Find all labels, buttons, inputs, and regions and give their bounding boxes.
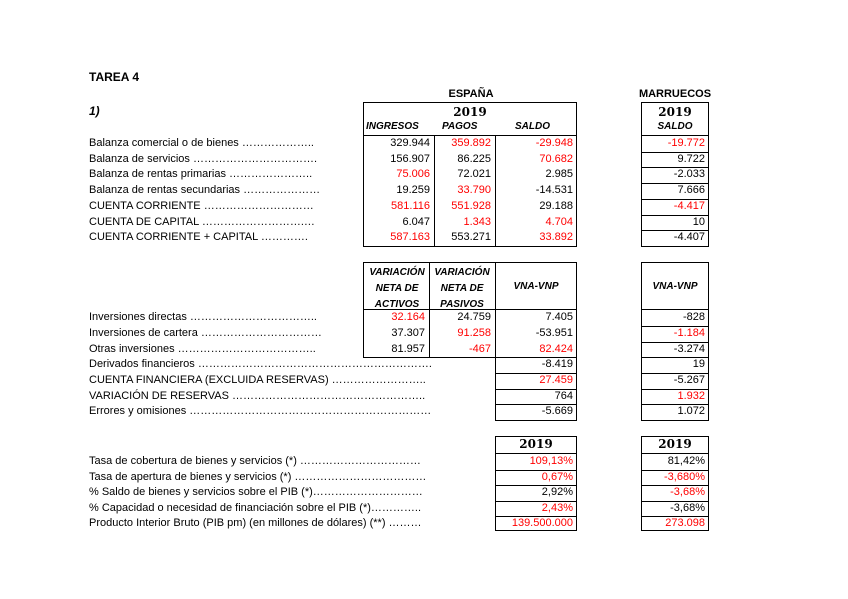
morocco-col-header-vna-vnp: VNA-VNP bbox=[652, 281, 698, 292]
cell-ratio-spain: 0,67% bbox=[541, 471, 573, 483]
cell-morocco-saldo: 10 bbox=[692, 216, 705, 228]
cell-vna-vnp: -5.669 bbox=[541, 405, 573, 417]
cell-activos: 32.164 bbox=[391, 311, 425, 323]
cell-ingresos: 329.944 bbox=[390, 137, 430, 149]
ratio-label: % Capacidad o necesidad de financiación sobre el PIB (*)………….. bbox=[89, 502, 422, 514]
cell-morocco-saldo: -4.407 bbox=[673, 231, 705, 243]
col-header-activos: VARIACIÓN NETA DE ACTIVOS bbox=[369, 267, 425, 310]
cell-morocco-saldo: 9.722 bbox=[677, 153, 705, 165]
cell-ingresos: 587.163 bbox=[390, 231, 430, 243]
row-label: CUENTA CORRIENTE ………………………… bbox=[89, 200, 314, 212]
cell-saldo: -29.948 bbox=[535, 137, 573, 149]
cell-morocco-vna-vnp: -828 bbox=[682, 311, 705, 323]
cell-ingresos: 19.259 bbox=[396, 184, 430, 196]
cell-pasivos: 91.258 bbox=[457, 327, 491, 339]
row-label: CUENTA DE CAPITAL ……………………….… bbox=[89, 216, 315, 228]
cell-pasivos: 24.759 bbox=[457, 311, 491, 323]
cell-morocco-saldo: -2.033 bbox=[673, 168, 705, 180]
row-label: Balanza de rentas primarias ………………….. bbox=[89, 168, 313, 180]
cell-ratio-morocco: -3,68% bbox=[670, 486, 705, 498]
morocco-year: 2019 bbox=[658, 105, 692, 119]
morocco-header: MARRUECOS bbox=[638, 88, 712, 100]
cell-pagos: 86.225 bbox=[457, 153, 491, 165]
cell-saldo: 70.682 bbox=[539, 153, 573, 165]
cell-morocco-vna-vnp: 19 bbox=[692, 358, 705, 370]
cell-ratio-spain: 2,43% bbox=[541, 502, 573, 514]
row-label: Otras inversiones ……………………………….. bbox=[89, 343, 316, 355]
cell-saldo: 2.985 bbox=[545, 168, 573, 180]
spain-header: ESPAÑA bbox=[448, 88, 494, 100]
spain-ratios-year: 2019 bbox=[519, 437, 553, 451]
cell-saldo: -14.531 bbox=[535, 184, 573, 196]
col-header-ingresos: INGRESOS bbox=[366, 121, 419, 132]
ratio-label: Producto Interior Bruto (PIB pm) (en millones de dólares) (**) ……… bbox=[89, 517, 422, 529]
cell-activos: 81.957 bbox=[391, 343, 425, 355]
cell-ingresos: 581.116 bbox=[391, 200, 430, 212]
row-label: Balanza de servicios ……………………………. bbox=[89, 153, 317, 165]
row-label: Errores y omisiones ………………………………………………………… bbox=[89, 405, 432, 417]
morocco-ratios-year: 2019 bbox=[658, 437, 692, 451]
cell-ratio-morocco: 81,42% bbox=[667, 455, 705, 467]
cell-ingresos: 6.047 bbox=[402, 216, 430, 228]
cell-morocco-saldo: -4.417 bbox=[673, 200, 705, 212]
cell-morocco-vna-vnp: -3.274 bbox=[673, 343, 705, 355]
cell-ingresos: 156.907 bbox=[390, 153, 430, 165]
cell-pasivos: -467 bbox=[468, 343, 491, 355]
ratio-label: Tasa de apertura de bienes y servicios (*) ……………………………… bbox=[89, 471, 427, 483]
cell-morocco-vna-vnp: -1.184 bbox=[673, 327, 705, 339]
row-label: Inversiones directas …………………………….. bbox=[89, 311, 317, 323]
col-header-pasivos: VARIACIÓN NETA DE PASIVOS bbox=[434, 267, 490, 310]
col-header-pagos: PAGOS bbox=[442, 121, 478, 132]
cell-pagos: 33.790 bbox=[457, 184, 491, 196]
row-label: CUENTA FINANCIERA (EXCLUIDA RESERVAS) …………………….. bbox=[89, 374, 426, 386]
cell-ratio-morocco: 273.098 bbox=[665, 517, 705, 529]
cell-vna-vnp: 27.459 bbox=[539, 374, 573, 386]
cell-vna-vnp: 7.405 bbox=[545, 311, 573, 323]
cell-saldo: 33.892 bbox=[539, 231, 573, 243]
cell-activos: 37.307 bbox=[391, 327, 425, 339]
row-label: Balanza de rentas secundarias ………………… bbox=[89, 184, 321, 196]
spain-year: 2019 bbox=[453, 105, 487, 119]
cell-morocco-vna-vnp: 1.072 bbox=[677, 405, 705, 417]
row-label: Derivados financieros ………………………………………………………. bbox=[89, 358, 432, 370]
cell-pagos: 551.928 bbox=[451, 200, 491, 212]
section-label: 1) bbox=[89, 104, 100, 118]
cell-vna-vnp: -53.951 bbox=[535, 327, 573, 339]
ratio-label: Tasa de cobertura de bienes y servicios (*) …………………………… bbox=[89, 455, 421, 467]
task-title: TAREA 4 bbox=[89, 70, 140, 84]
cell-ratio-spain: 2,92% bbox=[541, 486, 573, 498]
col-header-saldo: SALDO bbox=[515, 121, 550, 132]
cell-pagos: 359.892 bbox=[451, 137, 491, 149]
col-header-vna-vnp: VNA-VNP bbox=[513, 281, 559, 292]
row-label: CUENTA CORRIENTE + CAPITAL …………. bbox=[89, 231, 308, 243]
cell-ratio-morocco: -3,68% bbox=[670, 502, 705, 514]
cell-vna-vnp: 764 bbox=[554, 390, 573, 402]
cell-ratio-morocco: -3,680% bbox=[664, 471, 705, 483]
cell-ratio-spain: 109,13% bbox=[529, 455, 573, 467]
cell-saldo: 29.188 bbox=[539, 200, 573, 212]
cell-ingresos: 75.006 bbox=[396, 168, 430, 180]
cell-pagos: 72.021 bbox=[457, 168, 491, 180]
cell-vna-vnp: -8.419 bbox=[541, 358, 573, 370]
cell-saldo: 4.704 bbox=[545, 216, 573, 228]
cell-ratio-spain: 139.500.000 bbox=[511, 517, 573, 529]
morocco-col-header-saldo: SALDO bbox=[657, 121, 693, 132]
cell-morocco-saldo: -19.772 bbox=[667, 137, 705, 149]
cell-vna-vnp: 82.424 bbox=[539, 343, 573, 355]
row-label: VARIACIÓN DE RESERVAS …………………………………………….. bbox=[89, 390, 426, 402]
cell-morocco-vna-vnp: 1.932 bbox=[677, 390, 705, 402]
cell-pagos: 1.343 bbox=[463, 216, 491, 228]
cell-morocco-saldo: 7.666 bbox=[677, 184, 705, 196]
cell-pagos: 553.271 bbox=[451, 231, 491, 243]
ratio-label: % Saldo de bienes y servicios sobre el PIB (*)………………………… bbox=[89, 486, 423, 498]
row-label: Balanza comercial o de bienes ……………….. bbox=[89, 137, 314, 149]
row-label: Inversiones de cartera …………………………… bbox=[89, 327, 322, 339]
cell-morocco-vna-vnp: -5.267 bbox=[673, 374, 705, 386]
